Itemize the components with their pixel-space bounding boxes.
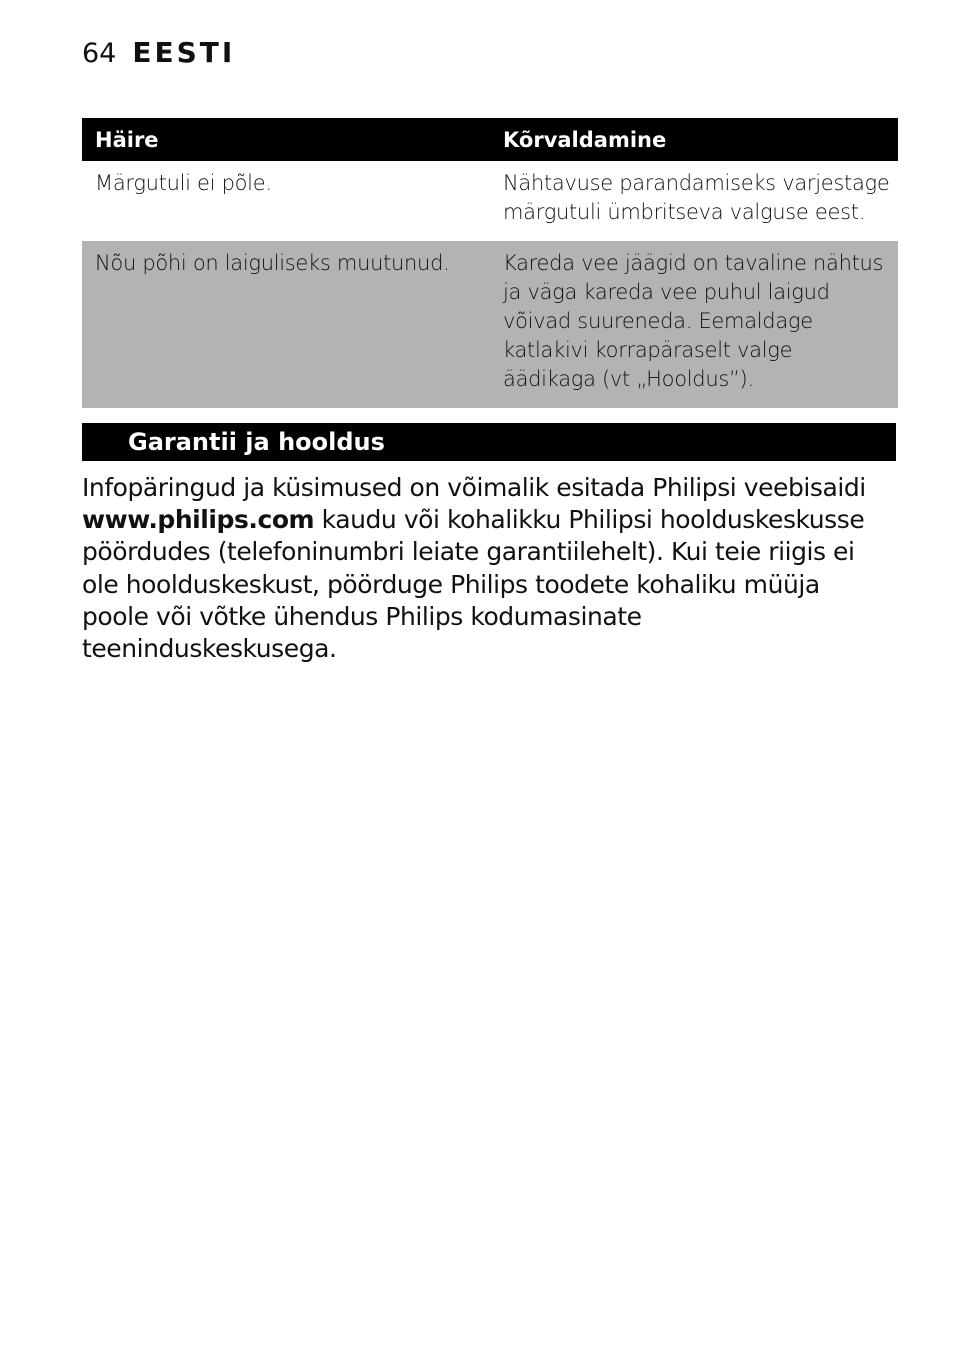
troubleshooting-table — [82, 118, 898, 408]
warranty-text-start: Infopäringud ja küsimused on võimalik esitada Philipsi veebisaidi — [82, 473, 866, 502]
problem-cell: Märgutuli ei põle. — [95, 171, 272, 195]
table-row — [82, 241, 898, 408]
section-heading-warranty: Garantii ja hooldus — [82, 423, 896, 461]
table-header-row — [82, 118, 898, 161]
column-header-solution: Kõrvaldamine — [490, 118, 898, 161]
solution-cell: Nähtavuse parandamiseks varjestage märgutuli ümbritseva valguse eest. — [503, 171, 890, 224]
table-row — [82, 161, 898, 241]
column-header-problem: Häire — [82, 118, 490, 161]
page-header — [82, 36, 235, 76]
philips-website-link[interactable]: www.philips.com — [82, 505, 315, 535]
solution-cell: Kareda vee jäägid on tavaline nähtus ja väga kareda vee puhul laigud võivad suureneda. Eemaldage katlakivi korrapäraselt valge äädikaga (vt „Hooldus”). — [490, 241, 898, 408]
page-number: 64 — [82, 38, 117, 69]
warranty-text-end: kaudu või kohalikku Philipsi hoolduskeskusse pöördudes (telefoninumbri leiate garantiilehelt). Kui teie riigis ei ole hoolduskeskust, pöörduge Philips toodete kohaliku müüja poole või võtke ühendus Philips kodumasinate teeninduskeskusega. — [82, 505, 865, 664]
problem-cell: Nõu põhi on laiguliseks muutunud. — [82, 241, 490, 408]
warranty-paragraph — [82, 472, 882, 665]
page-language-title: EESTI — [132, 36, 236, 69]
